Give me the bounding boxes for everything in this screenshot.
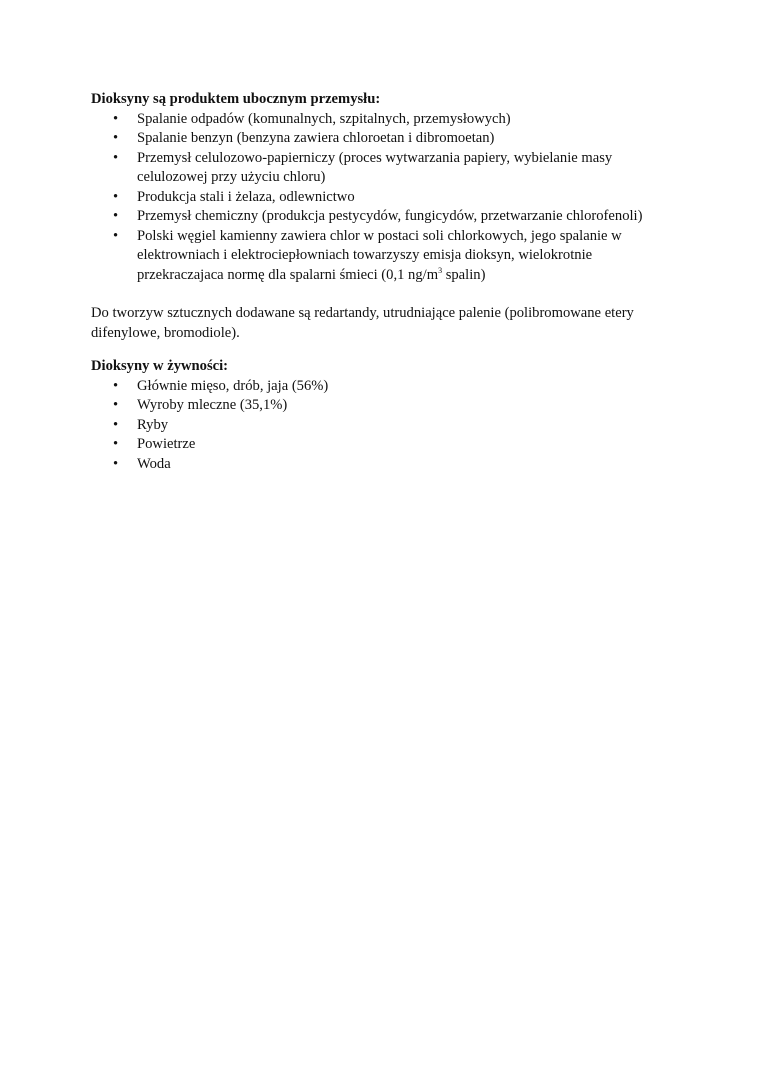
bullet-icon: • xyxy=(113,436,119,452)
list-item-text: Spalanie benzyn (benzyna zawiera chloroetan i dibromoetan) xyxy=(137,130,495,146)
list-item xyxy=(91,110,681,130)
list-item-text: Woda xyxy=(137,455,171,472)
bullet-icon: • xyxy=(113,188,119,205)
list-item-text-end: spalin) xyxy=(442,266,486,283)
document-body xyxy=(91,90,681,474)
list-item xyxy=(91,416,681,436)
section-heading-food: Dioksyny w żywności: xyxy=(91,358,229,374)
superscript: 3 xyxy=(438,265,443,275)
industry-sources-list xyxy=(91,110,681,286)
bullet-icon: • xyxy=(113,149,119,166)
list-item xyxy=(91,188,681,208)
food-section xyxy=(91,357,681,474)
bullet-icon: • xyxy=(113,377,119,394)
bullet-icon: • xyxy=(113,416,119,433)
list-item xyxy=(91,396,681,416)
list-item xyxy=(91,435,681,455)
list-item-text: Powietrze xyxy=(137,436,196,452)
bullet-icon: • xyxy=(113,208,119,224)
bullet-icon: • xyxy=(113,455,119,472)
paragraph-plastics: Do tworzyw sztucznych dodawane są redartandy, utrudniające palenie (polibromowane etery difenylowe, bromodiole). xyxy=(91,305,634,341)
list-item-text: Produkcja stali i żelaza, odlewnictwo xyxy=(137,188,355,205)
section-heading-industry: Dioksyny są produktem ubocznym przemysłu: xyxy=(91,91,381,107)
list-item xyxy=(91,129,681,149)
bullet-icon: • xyxy=(113,397,119,413)
list-item xyxy=(91,207,681,227)
list-item xyxy=(91,227,681,286)
bullet-icon: • xyxy=(113,130,119,146)
list-item-text: Spalanie odpadów (komunalnych, szpitalnych, przemysłowych) xyxy=(137,110,511,127)
list-item-text: Przemysł chemiczny (produkcja pestycydów, fungicydów, przetwarzanie chlorofenoli) xyxy=(137,208,643,224)
list-item xyxy=(91,455,681,475)
list-item-text: Wyroby mleczne (35,1%) xyxy=(137,397,288,413)
list-item-text: Polski węgiel kamienny zawiera chlor w postaci soli chlorkowych, jego spalanie w elektrowniach i elektrociepłowniach towarzyszy emisja dioksyn, wielokrotnie przekraczajaca normę dla spalarni śmieci (0,1 ng/m xyxy=(137,227,622,283)
list-item xyxy=(91,149,681,188)
bullet-icon: • xyxy=(113,227,119,244)
list-item-text: Przemysł celulozowo-papierniczy (proces wytwarzania papiery, wybielanie masy celulozowej przy użyciu chloru) xyxy=(137,149,613,185)
bullet-icon: • xyxy=(113,110,119,127)
list-item-text: Głównie mięso, drób, jaja (56%) xyxy=(137,377,329,394)
list-item xyxy=(91,377,681,397)
list-item-text: Ryby xyxy=(137,416,169,433)
food-sources-list xyxy=(91,377,681,475)
